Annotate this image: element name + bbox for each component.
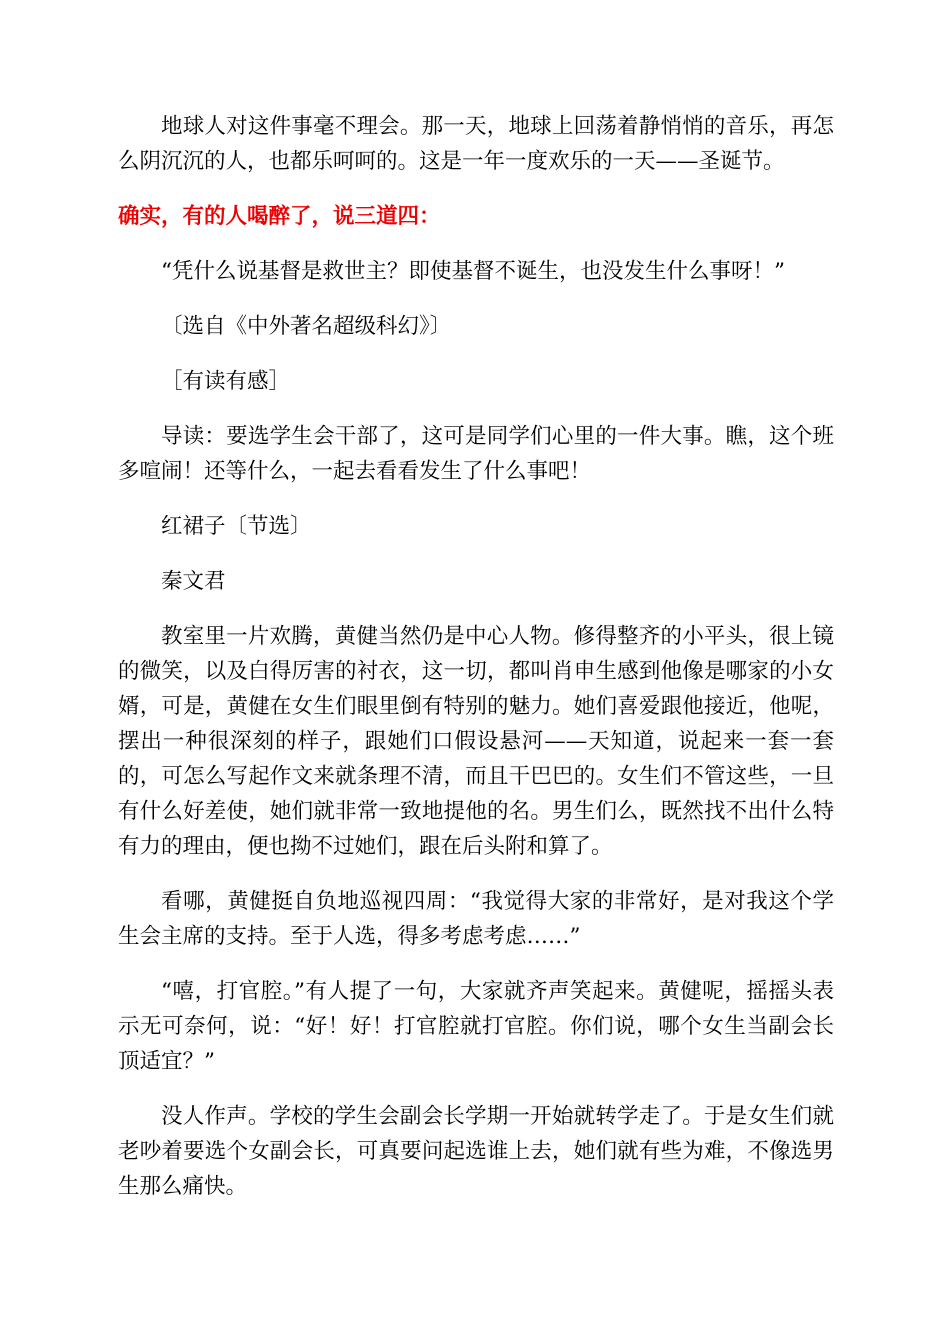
source-note: 〔选自《中外著名超级科幻》〕 [161,314,452,339]
paragraph-classroom: 教室里一片欢腾，黄健当然仍是中心人物。修得整齐的小平头，很上镜的微笑，以及白得厉害的衬衣，这一切，都叫肖申生感到他像是哪家的小女婿，可是，黄健在女生们眼里倒有特别的魅力。她们喜爱跟他接近，他呢，摆出一种很深刻的样子，跟她们口假设悬河——天知道，说起来一套一套的，可怎么写起作文来就条理不清，而且干巴巴的。女生们不管这些，一旦有什么好差使，她们就非常一致地提他的名。男生们么，既然找不出什么特有力的理由，便也拗不过她们，跟在后头附和算了。 [118,624,834,859]
section-label: ［有读有感］ [161,369,291,394]
paragraph-silence: 没人作声。学校的学生会副会长学期一开始就转学走了。于是女生们就老吵着要选个女副会长，可真要问起选谁上去，她们就有些为难，不像选男生那么痛快。 [118,1104,834,1199]
story-author: 秦文君 [161,569,226,594]
paragraph-laughter: “嘻，打官腔。”有人提了一句，大家就齐声笑起来。黄健呢，摇摇头表示无可奈何，说：“好！好！打官腔就打官腔。你们说，哪个女生当副会长顶适宜？” [118,979,834,1074]
paragraph-quote: “凭什么说基督是救世主？即使基督不诞生，也没发生什么事呀！” [161,259,785,284]
story-title: 红裙子〔节选〕 [161,514,312,539]
paragraph-intro: 导读：要选学生会干部了，这可是同学们心里的一件大事。瞧，这个班多喧闹！还等什么，一起去看看发生了什么事吧！ [118,424,834,484]
paragraph-huangjian: 看哪，黄健挺自负地巡视四周：“我觉得大家的非常好，是对我这个学生会主席的支持。至于人选，得多考虑考虑……” [118,889,834,949]
document-page [118,109,834,1204]
paragraph-christmas: 地球人对这件事毫不理会。那一天，地球上回荡着静悄悄的音乐，再怎么阴沉沉的人，也都乐呵呵的。这是一年一度欢乐的一天——圣诞节。 [118,114,834,174]
section-heading: 确实，有的人喝醉了，说三道四： [118,204,441,229]
